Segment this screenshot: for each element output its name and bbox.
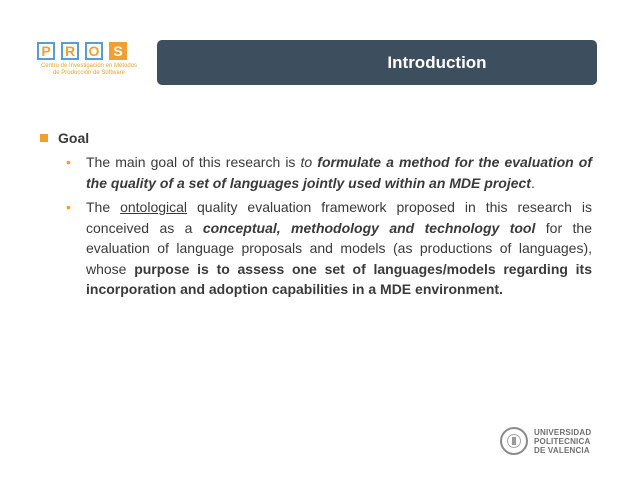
logo-letter-s: S	[109, 42, 127, 60]
bullet2-text-1: The	[86, 199, 121, 215]
university-line3: DE VALENCIA	[534, 445, 590, 455]
university-line1: UNIVERSIDAD	[534, 427, 592, 437]
bullet1-text-1: The main goal of this research is	[86, 154, 301, 170]
goal-heading: Goal	[58, 130, 90, 146]
upv-logo	[500, 424, 620, 458]
bullet2-text-3: quality evaluation framework proposed in this research is conceived as a	[86, 199, 592, 236]
bullet1-text-2: to	[300, 154, 318, 170]
bullet1-text-3: formulate a method for the evaluation of the quality of a set of languages jointly used within an MDE project	[86, 154, 592, 191]
bullet-dot-icon: •	[66, 199, 71, 215]
university-name	[534, 428, 591, 455]
logo-subtitle-line1: Centro de Investigación en Métodos	[40, 63, 138, 69]
goal-bullet-2	[40, 197, 592, 300]
logo-letter-o: O	[85, 42, 103, 60]
square-bullet-icon	[40, 134, 48, 142]
bullet2-text-5: for the evaluation of language proposals and models (as productions of languages), whose	[86, 219, 592, 277]
logo-letter-r: R	[61, 42, 79, 60]
bullet-dot-icon: •	[66, 154, 71, 170]
pros-logo-letters	[37, 42, 149, 60]
slide-title: Introduction	[387, 52, 487, 72]
university-seal-icon	[500, 427, 528, 455]
bullet2-text-4: conceptual, methodology and technology tool	[202, 219, 536, 236]
bullet1-text-4: .	[530, 174, 535, 191]
bullet2-text-2: ontological	[120, 199, 188, 215]
pros-logo	[37, 42, 149, 102]
bullet2-text-6: purpose is to assess one set of languages/models regarding its incorporation and adoption capabilities in a MDE environment.	[86, 260, 592, 297]
goal-bullets	[40, 152, 592, 300]
logo-subtitle	[37, 63, 141, 77]
university-line2: POLITECNICA	[534, 436, 591, 446]
title-bar	[157, 40, 597, 85]
goal-bullet-1	[40, 152, 592, 193]
logo-subtitle-line2: de Producción de Software	[52, 70, 126, 76]
logo-letter-p: P	[37, 42, 55, 60]
slide-content	[40, 130, 592, 304]
goal-heading-row	[40, 130, 592, 146]
